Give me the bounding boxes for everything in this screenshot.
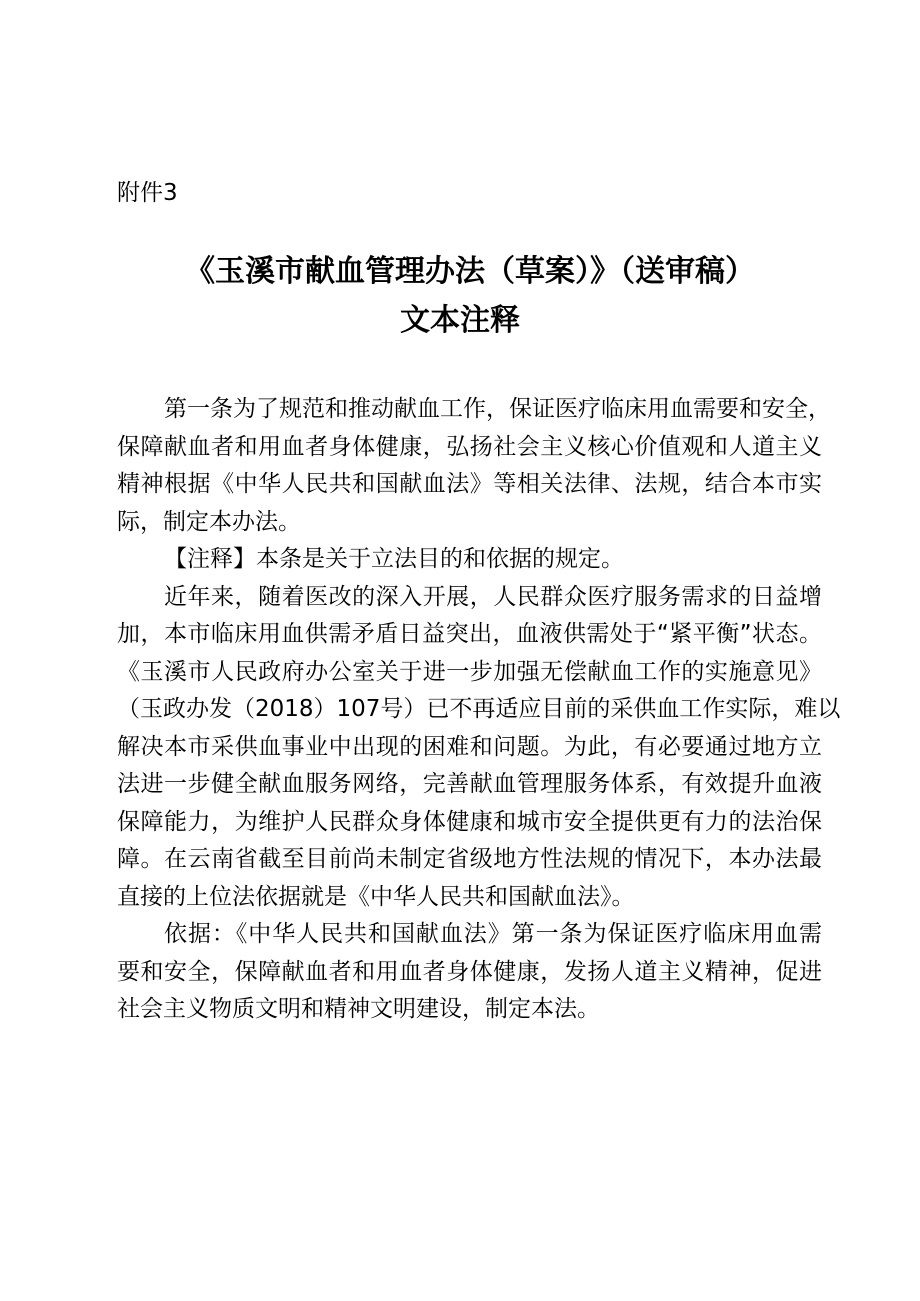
article-1-line: 第一条为了规范和推动献血工作，保证医疗临床用血需要和安全， — [164, 396, 831, 422]
background-line: 障。在云南省截至目前尚未制定省级地方性法规的情况下，本办法最 — [117, 846, 822, 872]
background-line: 保障能力，为维护人民群众身体健康和城市安全提供更有力的法治保 — [117, 808, 822, 835]
legal-basis-line: 社会主义物质文明和精神文明建设，制定本法。 — [117, 996, 600, 1022]
article-1-line: 际，制定本办法。 — [117, 508, 301, 535]
attachment-label: 附件3 — [117, 180, 178, 206]
document-title: 《玉溪市献血管理办法（草案）》（送审稿） — [185, 254, 755, 289]
background-line: 《玉溪市人民政府办公室关于进一步加强无偿献血工作的实施意见》 — [117, 658, 822, 685]
annotation-line: 【注释】本条是关于立法目的和依据的规定。 — [164, 546, 624, 572]
document-body — [117, 391, 841, 1029]
background-line: 直接的上位法依据就是《中华人民共和国献血法》。 — [117, 883, 635, 910]
background-line: 加，本市临床用血供需矛盾日益突出，血液供需处于“紧平衡”状态。 — [117, 621, 822, 647]
background-line: 法进一步健全献血服务网络，完善献血管理服务体系，有效提升血液 — [117, 771, 822, 797]
background-line: 近年来，随着医改的深入开展，人民群众医疗服务需求的日益增 — [164, 583, 822, 610]
document-subtitle: 文本注释 — [400, 303, 520, 338]
background-line: 解决本市采供血事业中出现的困难和问题。为此，有必要通过地方立 — [117, 733, 822, 760]
article-1-line: 精神根据《中华人民共和国献血法》等相关法律、法规，结合本市实 — [117, 471, 822, 497]
article-1-line: 保障献血者和用血者身体健康，弘扬社会主义核心价值观和人道主义 — [117, 433, 822, 460]
legal-basis-line: 要和安全，保障献血者和用血者身体健康，发扬人道主义精神，促进 — [117, 958, 822, 985]
background-line: （玉政办发（2018）107号）已不再适应目前的采供血工作实际，难以 — [117, 696, 841, 722]
legal-basis-line: 依据：《中华人民共和国献血法》第一条为保证医疗临床用血需 — [164, 921, 822, 947]
